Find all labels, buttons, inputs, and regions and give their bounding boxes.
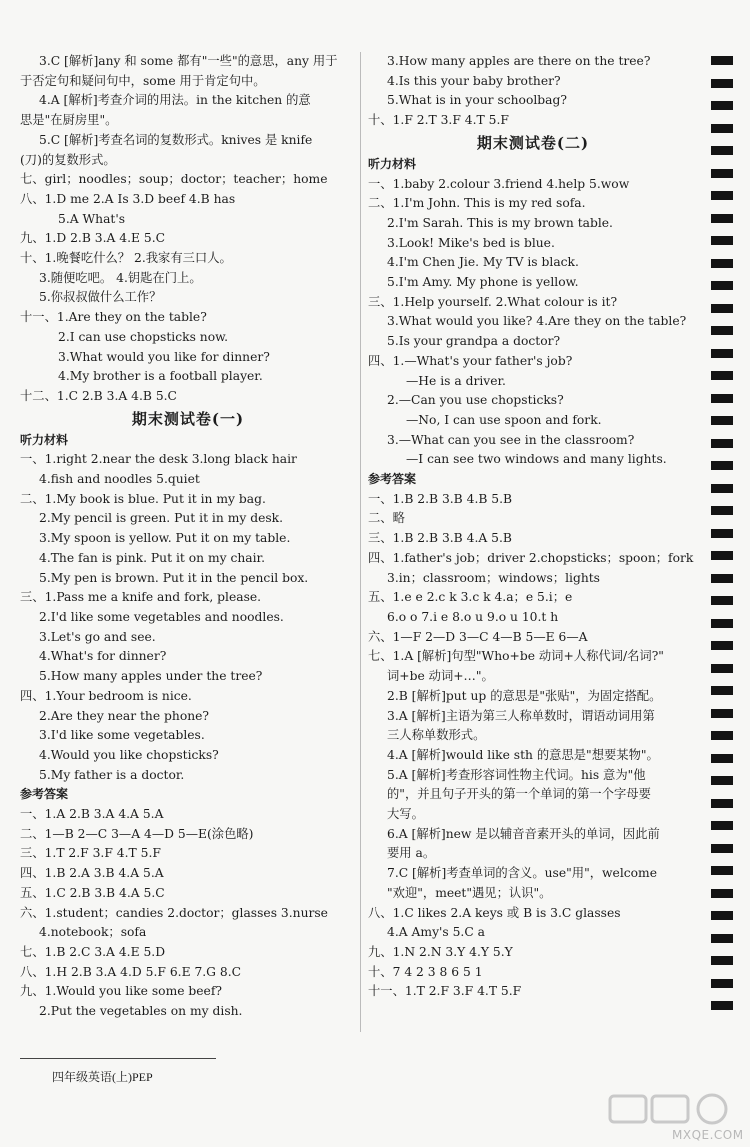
edge-mark <box>711 574 733 583</box>
answer-line: 4.Would you like chopsticks? <box>39 747 219 762</box>
answer-line: 4.Is this your baby brother? <box>387 73 561 88</box>
answer-line: 七、1.A [解析]句型"Who+be 动词+人称代词/名词?" <box>368 649 664 664</box>
answer-line: 思是"在厨房里"。 <box>20 113 118 128</box>
answer-line: 5.A What's <box>58 211 126 226</box>
edge-mark <box>711 799 733 808</box>
answer-line: 3.What would you like? 4.Are they on the table? <box>387 314 687 329</box>
left-answer-column <box>20 52 356 1022</box>
answer-line: 4.What's for dinner? <box>39 649 167 664</box>
edge-mark <box>711 619 733 628</box>
answer-line: 2.—Can you use chopsticks? <box>387 393 564 408</box>
answer-line: 一、1.right 2.near the desk 3.long black hair <box>20 452 297 467</box>
answer-line: 六、1.student；candies 2.doctor；glasses 3.nurse <box>20 905 328 920</box>
edge-mark <box>711 191 733 200</box>
edge-mark <box>711 371 733 380</box>
answer-line: 五、1.e e 2.c k 3.c k 4.a；e 5.i；e <box>368 590 573 605</box>
answer-line: 词+be 动词+…"。 <box>387 669 494 684</box>
answer-line: 八、1.C likes 2.A keys 或 B is 3.C glasses <box>368 905 621 920</box>
edge-mark <box>711 776 733 785</box>
answer-line: 三、1.T 2.F 3.F 4.T 5.F <box>20 846 161 861</box>
answer-line: 九、1.Would you like some beef? <box>20 984 222 999</box>
answer-line: 九、1.N 2.N 3.Y 4.Y 5.Y <box>368 944 513 959</box>
right-answer-column <box>368 52 698 1002</box>
page-edge-marks <box>711 56 733 1024</box>
edge-mark <box>711 664 733 673</box>
edge-mark <box>711 844 733 853</box>
edge-mark <box>711 889 733 898</box>
answer-line: 2.I can use chopsticks now. <box>58 329 229 344</box>
answer-line: 十二、1.C 2.B 3.A 4.B 5.C <box>20 388 177 403</box>
answer-line: 5.A [解析]考查形容词性物主代词。his 意为"他 <box>387 767 646 782</box>
edge-mark <box>711 214 733 223</box>
answer-line: —He is a driver. <box>406 373 506 388</box>
answer-line: 5.你叔叔做什么工作？ <box>39 290 162 305</box>
edge-mark <box>711 979 733 988</box>
edge-mark <box>711 596 733 605</box>
answer-line: 的"，并且句子开头的第一个单词的第一个字母要 <box>387 787 651 802</box>
edge-mark <box>711 506 733 515</box>
answer-line: 3.—What can you see in the classroom? <box>387 432 635 447</box>
answer-line: 2.I'm Sarah. This is my brown table. <box>387 215 613 230</box>
edge-mark <box>711 349 733 358</box>
edge-mark <box>711 641 733 650</box>
edge-mark <box>711 146 733 155</box>
edge-mark <box>711 56 733 65</box>
edge-mark <box>711 956 733 965</box>
footer-label: 四年级英语(上)PEP <box>52 1070 153 1084</box>
answer-line: (刀)的复数形式。 <box>20 152 116 167</box>
answer-line: 5.Is your grandpa a doctor? <box>387 334 561 349</box>
answer-line: 2.B [解析]put up 的意思是"张贴"，为固定搭配。 <box>387 688 662 703</box>
answer-line: 五、1.C 2.B 3.B 4.A 5.C <box>20 885 165 900</box>
answer-line: 6.o o 7.i e 8.o u 9.o u 10.t h <box>387 609 559 624</box>
answer-line: 十、1.F 2.T 3.F 4.T 5.F <box>368 113 509 128</box>
answer-line: 5.I'm Amy. My phone is yellow. <box>387 275 579 290</box>
answer-line: 2.I'd like some vegetables and noodles. <box>39 609 284 624</box>
answer-line: 5.C [解析]考查名词的复数形式。knives 是 knife <box>39 132 313 147</box>
answer-line: 三、1.Help yourself. 2.What colour is it? <box>368 294 618 309</box>
answer-line: 5.My father is a doctor. <box>39 767 185 782</box>
answer-line: 3.My spoon is yellow. Put it on my table. <box>39 531 291 546</box>
answer-line: 2.Put the vegetables on my dish. <box>39 1004 243 1019</box>
answer-line: 6.A [解析]new 是以辅音音素开头的单词，因此前 <box>387 826 660 841</box>
edge-mark <box>711 911 733 920</box>
answer-line: 四、1.B 2.A 3.B 4.A 5.A <box>20 866 164 881</box>
watermark-site: MXQE.COM <box>672 1128 744 1142</box>
edge-mark <box>711 731 733 740</box>
edge-mark <box>711 101 733 110</box>
answer-line: 3.in；classroom；windows；lights <box>387 570 600 585</box>
answer-line: 3.Let's go and see. <box>39 629 156 644</box>
footer-rule <box>20 1058 216 1059</box>
edge-mark <box>711 304 733 313</box>
edge-mark <box>711 79 733 88</box>
answer-line: 于否定句和疑问句中，some 用于肯定句中。 <box>20 73 266 88</box>
edge-mark <box>711 124 733 133</box>
edge-mark <box>711 754 733 763</box>
watermark-logo-icon <box>608 1092 736 1126</box>
answer-line: 3.How many apples are there on the tree? <box>387 54 651 68</box>
column-divider <box>360 52 361 1032</box>
answer-line: 二、略 <box>368 511 405 526</box>
answer-line: 2.My pencil is green. Put it in my desk. <box>39 511 284 526</box>
answer-line: 3.随便吃吧。 4.钥匙在门上。 <box>39 270 202 285</box>
answer-line: 4.fish and noodles 5.quiet <box>39 472 200 487</box>
answer-line: 4.notebook；sofa <box>39 925 147 940</box>
answer-line: 七、girl；noodles；soup；doctor；teacher；home <box>20 172 328 187</box>
edge-mark <box>711 439 733 448</box>
answer-line: 4.A [解析]would like sth 的意思是"想要某物"。 <box>387 747 659 762</box>
answer-line: 要用 a。 <box>387 846 436 861</box>
edge-mark <box>711 551 733 560</box>
answer-line: 4.A Amy's 5.C a <box>387 925 485 940</box>
answer-line: 5.What is in your schoolbag? <box>387 93 567 108</box>
answer-line: 3.A [解析]主语为第三人称单数时，谓语动词用第 <box>387 708 655 723</box>
answer-line: —I can see two windows and many lights. <box>406 452 667 467</box>
answer-line: 七、1.B 2.C 3.A 4.E 5.D <box>20 944 166 959</box>
answer-line: 一、1.B 2.B 3.B 4.B 5.B <box>368 491 513 506</box>
edge-mark <box>711 416 733 425</box>
answer-line: 十一、1.Are they on the table? <box>20 310 207 325</box>
answer-line: 九、1.D 2.B 3.A 4.E 5.C <box>20 231 166 246</box>
answer-line: 二、1—B 2—C 3—A 4—D 5—E(涂色略) <box>20 826 254 841</box>
edge-mark <box>711 1001 733 1010</box>
answer-line: 大写。 <box>387 807 424 822</box>
answer-line: 四、1.—What's your father's job? <box>368 353 573 368</box>
answer-line: 7.C [解析]考查单词的含义。use"用"，welcome <box>387 866 657 881</box>
answer-line: —No, I can use spoon and fork. <box>406 412 602 427</box>
edge-mark <box>711 821 733 830</box>
answer-line: 四、1.Your bedroom is nice. <box>20 688 192 703</box>
answer-line: 一、1.baby 2.colour 3.friend 4.help 5.wow <box>368 176 630 191</box>
edge-mark <box>711 866 733 875</box>
answer-line: 2.Are they near the phone? <box>39 708 210 723</box>
answer-line: 3.Look! Mike's bed is blue. <box>387 235 555 250</box>
answer-line: 八、1.H 2.B 3.A 4.D 5.F 6.E 7.G 8.C <box>20 964 242 979</box>
answer-line: 三、1.Pass me a knife and fork, please. <box>20 590 262 605</box>
section-heading: 听力材料 <box>368 156 417 171</box>
edge-mark <box>711 709 733 718</box>
answer-line: 4.The fan is pink. Put it on my chair. <box>39 550 265 565</box>
section-heading: 参考答案 <box>20 787 69 802</box>
answer-line: 二、1.My book is blue. Put it in my bag. <box>20 491 266 506</box>
answer-line: 5.How many apples under the tree? <box>39 669 263 684</box>
edge-mark <box>711 484 733 493</box>
section-title: 期末测试卷(一) <box>131 409 245 428</box>
answer-line: 5.My pen is brown. Put it in the pencil box. <box>39 570 309 585</box>
answer-line: 4.I'm Chen Jie. My TV is black. <box>387 255 579 270</box>
answer-line: 一、1.A 2.B 3.A 4.A 5.A <box>20 807 164 822</box>
answer-line: 八、1.D me 2.A Is 3.D beef 4.B has <box>20 191 236 206</box>
answer-line: 3.I'd like some vegetables. <box>39 728 205 743</box>
answer-line: 3.What would you like for dinner? <box>58 349 270 364</box>
edge-mark <box>711 326 733 335</box>
edge-mark <box>711 934 733 943</box>
edge-mark <box>711 169 733 178</box>
answer-line: 4.A [解析]考查介词的用法。in the kitchen 的意 <box>39 93 311 108</box>
edge-mark <box>711 461 733 470</box>
answer-line: 十、1.晚餐吃什么？ 2.我家有三口人。 <box>20 251 232 266</box>
answer-line: 六、1—F 2—D 3—C 4—B 5—E 6—A <box>368 629 588 644</box>
answer-line: 十一、1.T 2.F 3.F 4.T 5.F <box>368 984 522 999</box>
section-title: 期末测试卷(二) <box>476 133 590 152</box>
answer-line: 4.My brother is a football player. <box>58 369 263 384</box>
answer-line: 四、1.father's job；driver 2.chopsticks；spoon；fork <box>368 550 694 565</box>
answer-line: 3.C [解析]any 和 some 都有"一些"的意思，any 用于 <box>39 54 338 68</box>
edge-mark <box>711 236 733 245</box>
edge-mark <box>711 686 733 695</box>
answer-line: 三人称单数形式。 <box>387 728 486 743</box>
edge-mark <box>711 259 733 268</box>
edge-mark <box>711 394 733 403</box>
edge-mark <box>711 281 733 290</box>
answer-line: 二、1.I'm John. This is my red sofa. <box>368 196 586 211</box>
answer-line: 十、7 4 2 3 8 6 5 1 <box>368 964 483 979</box>
section-heading: 参考答案 <box>368 472 417 487</box>
answer-line: 三、1.B 2.B 3.B 4.A 5.B <box>368 531 512 546</box>
edge-mark <box>711 529 733 538</box>
answer-line: "欢迎"，meet"遇见；认识"。 <box>387 885 552 900</box>
section-heading: 听力材料 <box>20 432 69 447</box>
